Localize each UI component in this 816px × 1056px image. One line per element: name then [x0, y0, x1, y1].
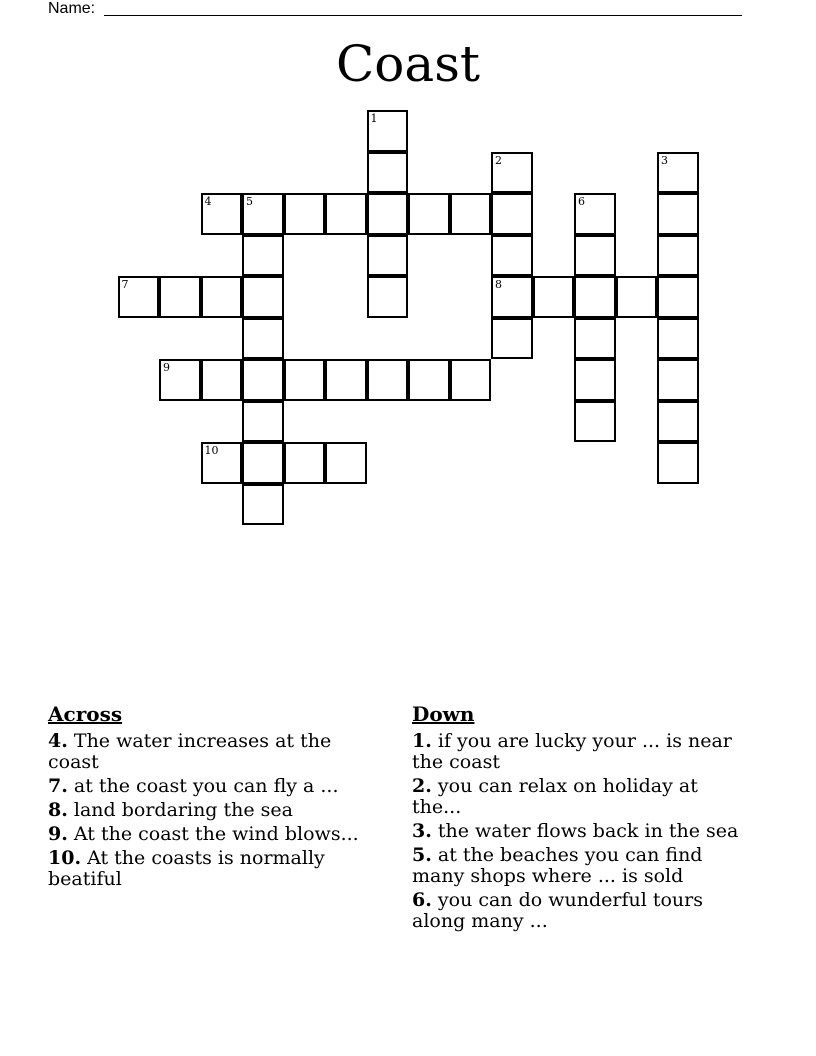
grid-cell[interactable] [159, 276, 201, 318]
clue-number: 8. [48, 799, 68, 821]
grid-cell[interactable] [450, 359, 492, 401]
page-title: Coast [336, 35, 480, 93]
grid-cell[interactable] [574, 359, 616, 401]
grid-cell[interactable] [574, 276, 616, 318]
grid-cell[interactable] [325, 359, 367, 401]
clue-number: 2. [412, 775, 432, 797]
grid-cell[interactable] [574, 235, 616, 277]
clue-text: the water flows back in the sea [437, 820, 739, 842]
across-clue [48, 731, 378, 773]
grid-cell[interactable] [284, 193, 326, 235]
grid-cell[interactable] [491, 235, 533, 277]
clue-number: 5. [412, 844, 432, 866]
grid-cell[interactable] [657, 359, 699, 401]
grid-cell[interactable] [242, 484, 284, 526]
grid-cell[interactable] [242, 193, 284, 235]
clue-number-label: 7 [121, 278, 129, 291]
down-clue [412, 890, 742, 932]
grid-cell[interactable] [657, 193, 699, 235]
clue-text: you can do wunderful tours along many ... [412, 889, 703, 932]
clue-text: you can relax on holiday at the... [412, 775, 698, 818]
clue-number: 4. [48, 730, 68, 752]
grid-cell[interactable] [325, 193, 367, 235]
name-label: Name: [48, 0, 96, 17]
grid-cell[interactable] [242, 359, 284, 401]
grid-cell[interactable] [491, 152, 533, 194]
across-clues [48, 702, 378, 893]
down-clues [412, 702, 742, 935]
grid-cell[interactable] [574, 401, 616, 443]
grid-cell[interactable] [242, 318, 284, 360]
clue-text: if you are lucky your ... is near the coast [412, 730, 732, 773]
grid-cell[interactable] [574, 318, 616, 360]
grid-cell[interactable] [367, 193, 409, 235]
grid-cell[interactable] [408, 193, 450, 235]
grid-cell[interactable] [367, 276, 409, 318]
grid-cell[interactable] [367, 110, 409, 152]
grid-cell[interactable] [657, 152, 699, 194]
down-heading: Down [412, 702, 475, 726]
clue-number-label: 8 [495, 278, 502, 291]
clue-number-label: 6 [578, 195, 585, 208]
grid-cell[interactable] [657, 235, 699, 277]
clue-text: At the coasts is normally beatiful [48, 847, 325, 890]
grid-cell[interactable] [657, 318, 699, 360]
across-heading: Across [48, 702, 123, 726]
clue-text: land bordaring the sea [73, 799, 293, 821]
grid-cell[interactable] [201, 442, 243, 484]
down-clue [412, 821, 742, 842]
down-clue [412, 845, 742, 887]
clue-number: 6. [412, 889, 432, 911]
grid-cell[interactable] [450, 193, 492, 235]
grid-cell[interactable] [657, 442, 699, 484]
grid-cell[interactable] [242, 401, 284, 443]
grid-cell[interactable] [284, 359, 326, 401]
grid-cell[interactable] [657, 276, 699, 318]
clue-number-label: 9 [163, 361, 170, 374]
clue-text: At the coast the wind blows... [73, 823, 359, 845]
grid-cell[interactable] [201, 276, 243, 318]
grid-cell[interactable] [657, 401, 699, 443]
grid-cell[interactable] [574, 193, 616, 235]
clue-number: 9. [48, 823, 68, 845]
grid-cell[interactable] [284, 442, 326, 484]
across-clue [48, 848, 378, 890]
clue-number-label: 3 [661, 153, 668, 167]
clue-number-label: 1 [370, 112, 378, 125]
grid-cell[interactable] [118, 276, 160, 318]
grid-cell[interactable] [616, 276, 658, 318]
clue-number-label: 2 [495, 153, 502, 167]
grid-cell[interactable] [325, 442, 367, 484]
clue-number: 10. [48, 847, 82, 869]
down-clue [412, 776, 742, 818]
grid-cell[interactable] [491, 276, 533, 318]
grid-cell[interactable] [242, 235, 284, 277]
grid-cell[interactable] [201, 193, 243, 235]
clue-number-label: 10 [204, 444, 219, 457]
grid-cell[interactable] [491, 193, 533, 235]
grid-cell[interactable] [367, 359, 409, 401]
clue-number: 3. [412, 820, 432, 842]
down-clue [412, 731, 742, 773]
across-clue [48, 824, 378, 845]
clue-text: at the beaches you can find many shops where ... is sold [412, 844, 703, 887]
grid-cell[interactable] [491, 318, 533, 360]
clue-number: 1. [412, 730, 432, 752]
grid-cell[interactable] [533, 276, 575, 318]
grid-cell[interactable] [159, 359, 201, 401]
grid-cell[interactable] [242, 442, 284, 484]
clue-text: at the coast you can fly a ... [73, 775, 339, 797]
clue-number: 7. [48, 775, 68, 797]
clue-number-label: 5 [246, 195, 253, 208]
clue-number-label: 4 [204, 195, 212, 208]
grid-cell[interactable] [408, 359, 450, 401]
grid-cell[interactable] [367, 235, 409, 277]
across-clue [48, 776, 378, 797]
grid-cell[interactable] [367, 152, 409, 194]
grid-cell[interactable] [242, 276, 284, 318]
grid-cell[interactable] [201, 359, 243, 401]
across-clue [48, 800, 378, 821]
clue-text: The water increases at the coast [48, 730, 332, 773]
